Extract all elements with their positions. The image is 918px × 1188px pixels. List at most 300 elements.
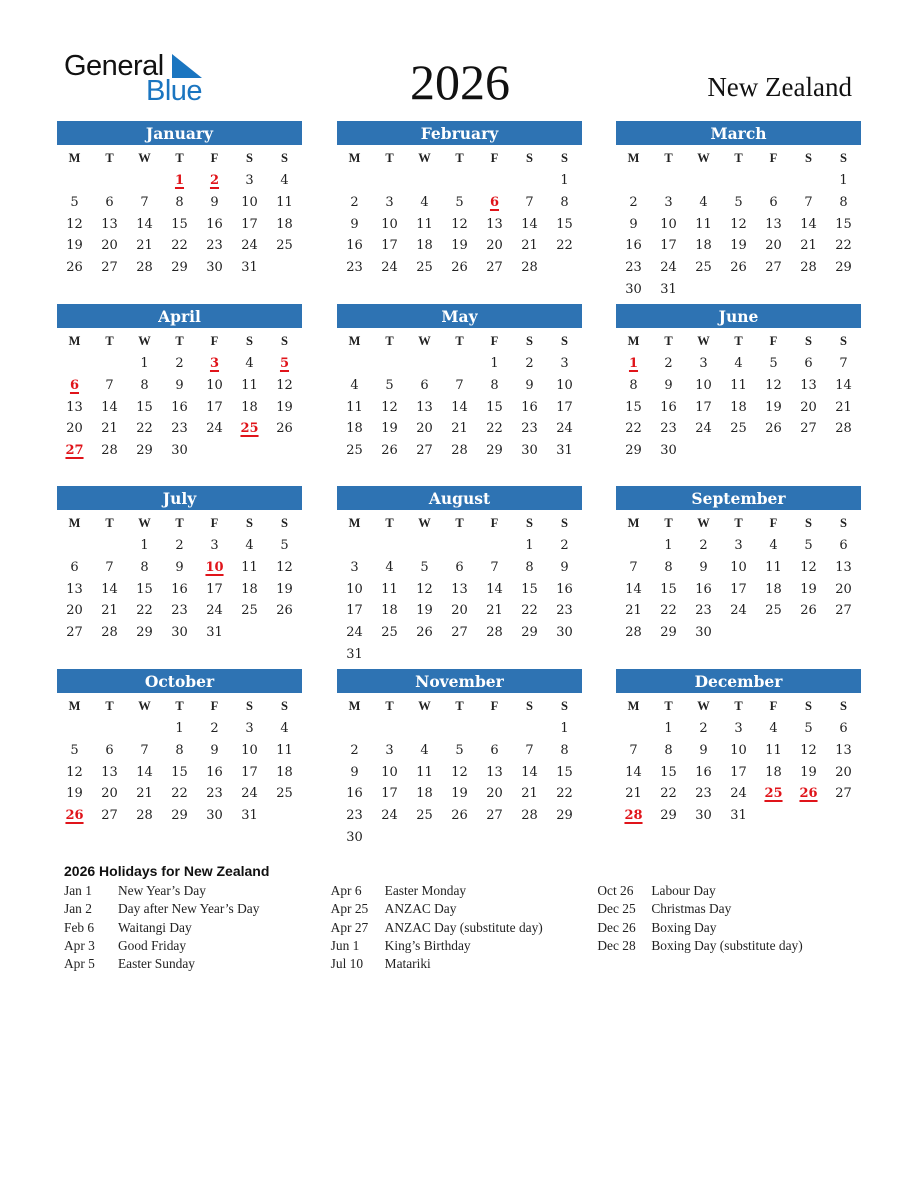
weekday-label: F [210, 334, 219, 348]
date-cell: 9 [175, 377, 184, 393]
weekday-label: S [840, 151, 847, 165]
holiday-name: Labour Day [651, 883, 716, 898]
weekday-label: W [418, 334, 431, 348]
empty-cell [407, 827, 442, 849]
date-cell: 14 [136, 216, 153, 232]
month-january [57, 121, 302, 279]
empty-cell [337, 718, 372, 740]
date-cell: 15 [835, 216, 852, 232]
date-cell: 6 [839, 721, 848, 736]
logo-text-general: General [64, 50, 164, 82]
date-cell: 30 [521, 443, 538, 459]
month-header: June [616, 304, 861, 328]
empty-cell [57, 170, 92, 192]
week-row [337, 235, 582, 257]
date-cell: 28 [101, 625, 118, 641]
week-row [616, 579, 861, 601]
date-cell: 11 [381, 581, 398, 597]
weekday-label: T [175, 516, 184, 530]
weekday-header-row [616, 511, 861, 535]
date-cell: 9 [210, 742, 219, 758]
date-cell: 19 [451, 786, 468, 802]
date-cell: 27 [486, 808, 503, 824]
week-row [57, 718, 302, 740]
week-row [57, 353, 302, 375]
weekday-label: M [627, 699, 640, 713]
date-cell: 17 [660, 238, 677, 254]
date-cell: 31 [346, 646, 363, 662]
date-cell: 8 [175, 742, 184, 758]
date-cell: 5 [804, 721, 813, 736]
empty-cell [442, 353, 477, 375]
date-cell: 5 [769, 356, 778, 371]
date-cell: 17 [206, 581, 223, 597]
date-cell: 20 [66, 603, 83, 619]
holiday-date: Apr 25 [330, 901, 369, 917]
weekday-label: T [385, 516, 394, 530]
empty-cell [721, 440, 756, 462]
date-cell: 13 [486, 764, 503, 780]
week-row [57, 783, 302, 805]
date-cell: 8 [560, 742, 569, 758]
weekday-header-row [337, 329, 582, 353]
date-cell: 28 [800, 260, 817, 276]
date-cell: 26 [451, 808, 468, 824]
weekday-label: W [138, 699, 151, 713]
date-cell: 27 [66, 625, 83, 641]
weekday-label: S [840, 516, 847, 530]
holiday-item [64, 900, 331, 918]
empty-cell [442, 718, 477, 740]
date-cell: 13 [800, 377, 817, 393]
empty-cell [127, 170, 162, 192]
date-cell: 4 [699, 194, 708, 210]
date-cell: 22 [136, 603, 153, 619]
week-row [616, 718, 861, 740]
empty-cell [477, 644, 512, 666]
date-cell: 21 [521, 786, 538, 802]
weekday-label: T [175, 334, 184, 348]
holiday-column [331, 882, 598, 973]
weekday-header-row [57, 511, 302, 535]
weekday-label: S [246, 699, 253, 713]
date-cell: 12 [381, 399, 398, 415]
weekday-label: W [697, 516, 710, 530]
holiday-item [597, 937, 864, 955]
date-cell: 14 [625, 581, 642, 597]
date-cell: 13 [451, 581, 468, 597]
date-cell: 8 [629, 377, 638, 393]
date-cell: 16 [556, 581, 573, 597]
date-cell: 23 [171, 421, 188, 437]
date-cell: 27 [835, 603, 852, 619]
empty-cell [616, 718, 651, 740]
date-cell: 8 [140, 377, 149, 393]
date-cell: 12 [765, 377, 782, 393]
date-cell: 29 [556, 808, 573, 824]
week-row [616, 535, 861, 557]
date-cell: 17 [346, 603, 363, 619]
date-cell: 14 [486, 581, 503, 597]
date-cell: 28 [521, 808, 538, 824]
empty-cell [791, 440, 826, 462]
date-cell: 23 [346, 260, 363, 276]
month-header: May [337, 304, 582, 328]
date-cell: 24 [241, 786, 258, 802]
date-cell: 4 [245, 538, 254, 553]
date-cell: 26 [381, 443, 398, 459]
date-cell: 3 [350, 559, 359, 575]
empty-cell [372, 644, 407, 666]
date-cell: 11 [765, 742, 782, 758]
week-row [57, 192, 302, 214]
week-row [57, 762, 302, 784]
month-header: December [616, 669, 861, 693]
holiday-name: ANZAC Day [384, 901, 457, 917]
weekday-label: S [561, 516, 568, 530]
date-cell: 18 [276, 764, 293, 780]
date-cell: 21 [136, 786, 153, 802]
empty-cell [721, 279, 756, 301]
date-cell: 15 [136, 581, 153, 597]
date-cell: 8 [490, 377, 499, 393]
date-cell: 16 [171, 581, 188, 597]
date-cell: 11 [241, 377, 258, 393]
date-cell: 26 [730, 260, 747, 276]
date-cell: 7 [455, 377, 464, 393]
empty-cell [826, 279, 861, 301]
week-row [337, 762, 582, 784]
date-cell: 6 [105, 742, 114, 758]
date-cell: 7 [629, 559, 638, 575]
date-cell: 18 [765, 581, 782, 597]
date-cell: 21 [521, 238, 538, 254]
weekday-label: S [281, 151, 288, 165]
weekday-label: W [138, 516, 151, 530]
date-cell: 13 [835, 559, 852, 575]
weekday-label: S [246, 151, 253, 165]
date-cell: 2 [664, 356, 673, 371]
empty-cell [372, 535, 407, 557]
week-row [57, 257, 302, 279]
holiday-name: Good Friday [118, 937, 187, 953]
holiday-name: ANZAC Day (substitute day) [384, 919, 543, 935]
date-cell: 10 [730, 742, 747, 758]
date-cell: 14 [101, 399, 118, 415]
empty-cell [791, 622, 826, 644]
date-cell: 23 [625, 260, 642, 276]
date-cell: 7 [525, 742, 534, 758]
date-cell: 4 [420, 194, 429, 210]
month-december [616, 669, 861, 827]
date-cell: 28 [101, 443, 118, 459]
date-cell: 31 [730, 808, 747, 824]
date-cell: 7 [490, 559, 499, 575]
date-cell: 18 [346, 421, 363, 437]
weekday-label: S [561, 699, 568, 713]
weekday-label: S [246, 516, 253, 530]
date-cell: 2 [175, 538, 184, 553]
date-cell: 24 [346, 625, 363, 641]
date-cell: 20 [416, 421, 433, 437]
holiday-date: Dec 28 [597, 937, 636, 953]
date-cell: 16 [346, 786, 363, 802]
date-cell: 29 [660, 808, 677, 824]
date-cell: 15 [625, 399, 642, 415]
date-cell: 24 [695, 421, 712, 437]
holiday-date: Jan 1 [64, 883, 92, 898]
weekday-label: T [664, 516, 673, 530]
date-cell: 22 [486, 421, 503, 437]
date-cell: 22 [660, 603, 677, 619]
date-cell: 12 [730, 216, 747, 232]
date-cell: 9 [175, 559, 184, 575]
date-cell: 4 [734, 356, 743, 371]
empty-cell [721, 622, 756, 644]
week-row [616, 418, 861, 440]
date-cell: 2 [699, 721, 708, 736]
date-cell: 28 [521, 260, 538, 276]
date-cell: 7 [804, 194, 813, 210]
holiday-list [64, 863, 864, 973]
holiday-date: Jul 10 [330, 956, 364, 972]
week-row [616, 214, 861, 236]
date-cell: 23 [521, 421, 538, 437]
date-cell: 5 [70, 194, 79, 210]
month-june [616, 304, 861, 462]
date-cell: 25 [765, 603, 782, 619]
empty-cell [616, 170, 651, 192]
weekday-label: T [455, 516, 464, 530]
holiday-date-cell: 10 [205, 559, 224, 575]
date-cell: 11 [416, 764, 433, 780]
date-cell: 15 [171, 216, 188, 232]
date-cell: 16 [206, 764, 223, 780]
date-cell: 4 [385, 559, 394, 575]
weekday-label: T [105, 516, 114, 530]
weekday-label: M [68, 516, 81, 530]
month-header: April [57, 304, 302, 328]
date-cell: 26 [765, 421, 782, 437]
empty-cell [756, 440, 791, 462]
date-cell: 31 [241, 808, 258, 824]
date-cell: 12 [416, 581, 433, 597]
date-cell: 10 [730, 559, 747, 575]
month-header: October [57, 669, 302, 693]
date-cell: 12 [800, 742, 817, 758]
weekday-label: M [627, 334, 640, 348]
month-october [57, 669, 302, 827]
empty-cell [547, 644, 582, 666]
date-cell: 7 [629, 742, 638, 758]
month-may [337, 304, 582, 462]
date-cell: 25 [276, 238, 293, 254]
weekday-header-row [337, 146, 582, 170]
weekday-label: T [664, 151, 673, 165]
holiday-date: Dec 25 [597, 901, 636, 917]
date-cell: 21 [800, 238, 817, 254]
date-cell: 14 [101, 581, 118, 597]
week-row [616, 170, 861, 192]
week-row [57, 375, 302, 397]
date-cell: 19 [800, 764, 817, 780]
date-cell: 11 [276, 194, 293, 210]
empty-cell [512, 718, 547, 740]
date-cell: 31 [241, 260, 258, 276]
weekday-label: W [697, 151, 710, 165]
date-cell: 13 [101, 216, 118, 232]
week-row [57, 214, 302, 236]
empty-cell [407, 535, 442, 557]
date-cell: 5 [70, 742, 79, 758]
weekday-label: M [348, 334, 361, 348]
weekday-label: F [210, 151, 219, 165]
date-cell: 3 [734, 721, 743, 736]
date-cell: 21 [451, 421, 468, 437]
weekday-label: M [348, 151, 361, 165]
empty-cell [57, 353, 92, 375]
date-cell: 9 [699, 742, 708, 758]
date-cell: 4 [769, 721, 778, 736]
empty-cell [407, 718, 442, 740]
date-cell: 12 [276, 377, 293, 393]
date-cell: 25 [416, 260, 433, 276]
weekday-header-row [57, 694, 302, 718]
date-cell: 3 [560, 356, 569, 371]
weekday-label: M [627, 516, 640, 530]
empty-cell [372, 827, 407, 849]
date-cell: 14 [625, 764, 642, 780]
weekday-label: F [769, 151, 778, 165]
holiday-name: Easter Monday [384, 883, 467, 898]
date-cell: 8 [560, 194, 569, 210]
date-cell: 23 [171, 603, 188, 619]
weekday-header-row [337, 511, 582, 535]
date-cell: 30 [171, 625, 188, 641]
date-cell: 8 [140, 559, 149, 575]
weekday-label: F [769, 699, 778, 713]
holiday-date-cell: 1 [174, 173, 185, 188]
month-header: February [337, 121, 582, 145]
week-row [337, 353, 582, 375]
date-cell: 16 [695, 581, 712, 597]
empty-cell [442, 644, 477, 666]
date-cell: 17 [241, 764, 258, 780]
weekday-label: S [526, 151, 533, 165]
date-cell: 20 [101, 238, 118, 254]
holiday-item [64, 919, 331, 937]
date-cell: 22 [835, 238, 852, 254]
empty-cell [407, 170, 442, 192]
date-cell: 6 [420, 377, 429, 393]
empty-cell [512, 170, 547, 192]
holiday-date-cell: 25 [764, 786, 783, 802]
week-row [337, 805, 582, 827]
date-cell: 2 [210, 721, 219, 736]
date-cell: 3 [385, 194, 394, 210]
weekday-label: T [105, 334, 114, 348]
empty-cell [686, 279, 721, 301]
date-cell: 14 [800, 216, 817, 232]
date-cell: 29 [835, 260, 852, 276]
holiday-date-cell: 26 [65, 808, 84, 824]
date-cell: 1 [560, 173, 569, 188]
weekday-label: S [561, 151, 568, 165]
date-cell: 22 [171, 238, 188, 254]
weekday-label: T [175, 151, 184, 165]
weekday-label: S [526, 699, 533, 713]
date-cell: 29 [660, 625, 677, 641]
date-cell: 1 [664, 538, 673, 553]
weekday-label: S [805, 699, 812, 713]
logo [64, 50, 214, 110]
weekday-label: W [418, 699, 431, 713]
date-cell: 13 [66, 581, 83, 597]
weekday-label: F [490, 699, 499, 713]
empty-cell [756, 805, 791, 827]
holiday-date: Apr 27 [330, 919, 369, 935]
date-cell: 1 [140, 356, 149, 371]
week-row [57, 557, 302, 579]
holiday-name: Day after New Year’s Day [118, 901, 260, 917]
date-cell: 11 [346, 399, 363, 415]
week-row [337, 375, 582, 397]
week-row [57, 535, 302, 557]
date-cell: 30 [206, 260, 223, 276]
date-cell: 25 [276, 786, 293, 802]
date-cell: 3 [245, 173, 254, 188]
holiday-date-cell: 1 [628, 356, 639, 371]
date-cell: 16 [625, 238, 642, 254]
week-row [57, 622, 302, 644]
date-cell: 24 [730, 603, 747, 619]
date-cell: 10 [206, 377, 223, 393]
empty-cell [826, 440, 861, 462]
date-cell: 7 [140, 742, 149, 758]
empty-cell [92, 170, 127, 192]
empty-cell [756, 170, 791, 192]
date-cell: 19 [381, 421, 398, 437]
date-cell: 9 [350, 764, 359, 780]
weekday-label: T [455, 151, 464, 165]
date-cell: 12 [66, 764, 83, 780]
date-cell: 19 [416, 603, 433, 619]
empty-cell [791, 805, 826, 827]
holiday-date: Jun 1 [330, 937, 360, 953]
empty-cell [267, 805, 302, 827]
weekday-label: F [490, 516, 499, 530]
date-cell: 2 [175, 356, 184, 371]
holiday-date-cell: 6 [489, 194, 500, 210]
holiday-column [64, 882, 331, 973]
date-cell: 16 [171, 399, 188, 415]
weekday-label: M [68, 151, 81, 165]
date-cell: 23 [556, 603, 573, 619]
week-row [337, 718, 582, 740]
week-row [337, 192, 582, 214]
date-cell: 18 [276, 216, 293, 232]
date-cell: 28 [136, 260, 153, 276]
date-cell: 6 [839, 538, 848, 553]
week-row [337, 257, 582, 279]
date-cell: 8 [839, 194, 848, 210]
date-cell: 23 [660, 421, 677, 437]
empty-cell [92, 353, 127, 375]
date-cell: 12 [800, 559, 817, 575]
weekday-label: S [805, 151, 812, 165]
date-cell: 10 [660, 216, 677, 232]
empty-cell [826, 805, 861, 827]
